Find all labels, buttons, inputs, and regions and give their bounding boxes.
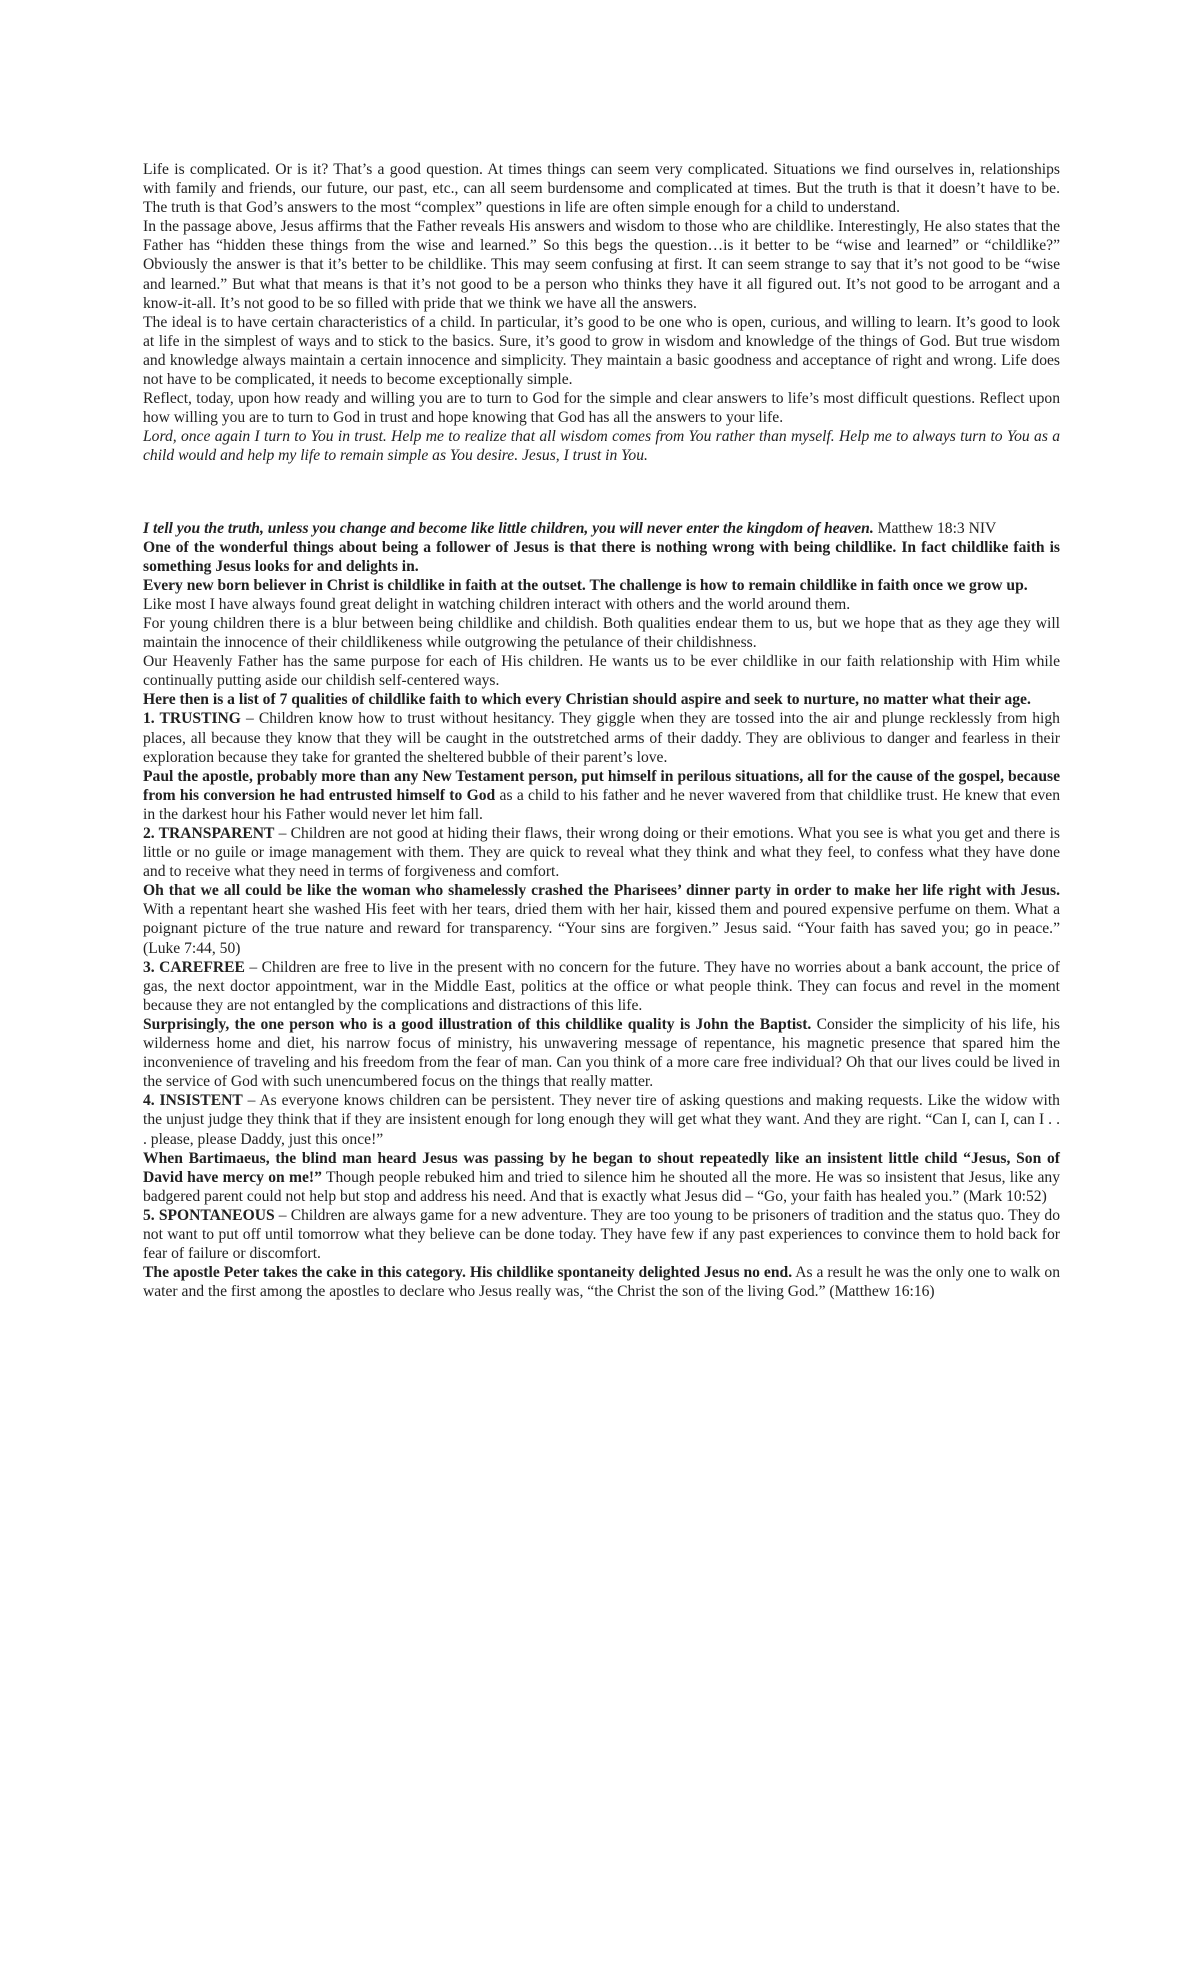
example-bold: When Bartimaeus, the blind man heard Jesus was passing by he began to shout repeatedly like an insistent little child “Jesus, Son of David have mercy on me!” — [143, 1149, 1060, 1186]
quality-description: – As everyone knows children can be persistent. They never tire of asking questions and making requests. Like the widow with the unjust judge they think that if they are insistent enough for long enough they will get what they want. And they are right. “Can I, can I, can I . . . please, please Daddy, just this once!” — [143, 1092, 1060, 1148]
intro-paragraph: Like most I have always found great delight in watching children interact with others and the world around them. — [143, 595, 851, 613]
example-bold: Surprisingly, the one person who is a good illustration of this childlike quality is John the Baptist. — [143, 1015, 812, 1033]
quality-heading: 1. TRUSTING — [143, 710, 241, 728]
example-text: Though people rebuked him and tried to silence him he shouted all the more. He was so insistent that Jesus, like any badgered parent could not help but stop and address his need. And that is exactly what Jesus did – “Go, your faith has healed you.” (Mark 10:52) — [143, 1168, 1060, 1205]
example-bold: Paul the apostle, probably more than any New Testament person, put himself in perilous situations, all for the cause of the gospel, because from his conversion he had entrusted himself to God — [143, 767, 1060, 804]
example-text: As a result he was the only one to walk on water and the first among the apostles to declare who Jesus really was, “the Christ the son of the living God.” (Matthew 16:16) — [143, 1264, 1061, 1301]
scripture-verse — [143, 519, 1060, 538]
quality-transparent — [143, 824, 1060, 881]
example-bold: Oh that we all could be like the woman who shamelessly crashed the Pharisees’ dinner party in order to make her life right with Jesus. — [143, 882, 1060, 900]
quality-carefree — [143, 958, 1060, 1015]
quality-heading: 5. SPONTANEOUS — [143, 1206, 275, 1224]
quality-description: – Children are always game for a new adventure. They are too young to be prisoners of tradition and the status quo. They do not want to put off until tomorrow what they believe can be done today. They have few if any past experiences to convince them to hold back for fear of failure or discomfort. — [143, 1206, 1060, 1263]
quality-example — [143, 767, 1060, 824]
quality-heading: 4. INSISTENT — [143, 1092, 243, 1110]
verse-text: I tell you the truth, unless you change and become like little children, you will never enter the kingdom of heaven. — [143, 519, 874, 537]
quality-trusting — [143, 709, 1060, 766]
quality-spontaneous — [143, 1206, 1060, 1263]
document-page — [143, 160, 1060, 1301]
verse-reference: Matthew 18:3 NIV — [873, 519, 997, 537]
devotional-paragraph: Life is complicated. Or is it? That’s a good question. At times things can seem very complicated. Situations we find ourselves in, relationships with family and friends, our future, our past, etc., can all seem burdensome and complicated at times. But the truth is that it doesn’t have to be. The truth is that God’s answers to the most “complex” questions in life are often simple enough for a child to understand. — [143, 161, 1060, 217]
list-introduction: Here then is a list of 7 qualities of childlike faith to which every Christian should aspire and seek to nurture, no matter what their age. — [143, 691, 1031, 709]
quality-example — [143, 1015, 1060, 1091]
example-text: as a child to his father and he never wavered from that childlike trust. He knew that even in the darkest hour his Father would never let him fall. — [143, 786, 1060, 823]
devotional-paragraph: Reflect, today, upon how ready and willing you are to turn to God for the simple and clear answers to life’s most difficult questions. Reflect upon how willing you are to turn to God in trust and hope knowing that God has all the answers to your life. — [143, 390, 1060, 427]
quality-description: – Children know how to trust without hesitancy. They giggle when they are tossed into the air and plunge recklessly from high places, all because they know that they will be caught in the outstretched arms of their daddy. They are oblivious to danger and fearless in their exploration because they take for granted the sheltered bubble of their parent’s love. — [143, 710, 1060, 766]
example-bold: The apostle Peter takes the cake in this category. His childlike spontaneity delighted Jesus no end. — [143, 1264, 793, 1282]
intro-bold-statement: Every new born believer in Christ is childlike in faith at the outset. The challenge is how to remain childlike in faith once we grow up. — [143, 576, 1028, 594]
devotional-paragraph: In the passage above, Jesus affirms that the Father reveals His answers and wisdom to those who are childlike. Interestingly, He also states that the Father has “hidden these things from the wise and learned.” So this begs the question…is it better to be “wise and learned” or “childlike?” Obviously the answer is that it’s better to be childlike. This may seem confusing at first. It can seem strange to say that it’s not good to be “wise and learned.” But what that means is that it’s not good to be a person who thinks they have it all figured out. It’s not good to be arrogant and a know-it-all. It’s not good to be so filled with pride that we think we have all the answers. — [143, 218, 1060, 312]
example-text: Consider the simplicity of his life, his wilderness home and diet, his narrow focus of ministry, his unwavering message of repentance, his magnetic presence that spared him the inconvenience of traveling and his freedom from the fear of man. Can you think of a more care free individual? Oh that our lives could be lived in the service of God with such unencumbered focus on the things that really matter. — [143, 1015, 1060, 1091]
example-text: With a repentant heart she washed His feet with her tears, dried them with her hair, kissed them and poured expensive perfume on them. What a poignant picture of the true nature and reward for transparency. “Your sins are forgiven.” Jesus said. “Your faith has saved you; go in peace.” (Luke 7:44, 50) — [143, 901, 1060, 957]
devotional-paragraph: The ideal is to have certain characteristics of a child. In particular, it’s good to be one who is open, curious, and willing to learn. It’s good to look at life in the simplest of ways and to stick to the basics. Sure, it’s good to grow in wisdom and knowledge of the things of God. But true wisdom and knowledge always maintain a certain innocence and simplicity. They maintain a basic goodness and acceptance of right and wrong. Life does not have to be complicated, it needs to become exceptionally simple. — [143, 313, 1060, 389]
quality-example — [143, 1263, 1060, 1301]
closing-prayer: Lord, once again I turn to You in trust. Help me to realize that all wisdom comes from You rather than myself. Help me to always turn to You as a child would and help my life to remain simple as You desire. Jesus, I trust in You. — [143, 428, 1060, 465]
quality-insistent — [143, 1091, 1060, 1148]
quality-example — [143, 881, 1060, 957]
intro-bold-statement: One of the wonderful things about being a follower of Jesus is that there is nothing wrong with being childlike. In fact childlike faith is something Jesus looks for and delights in. — [143, 538, 1060, 575]
quality-heading: 3. CAREFREE — [143, 958, 245, 976]
quality-example — [143, 1149, 1060, 1206]
intro-paragraph: For young children there is a blur between being childlike and childish. Both qualities endear them to us, but we hope that as they age they will maintain the innocence of their childlikeness while outgrowing the petulance of their childishness. — [143, 614, 1060, 652]
intro-paragraph: Our Heavenly Father has the same purpose for each of His children. He wants us to be ever childlike in our faith relationship with Him while continually putting aside our childish self-centered ways. — [143, 653, 1060, 690]
quality-description: – Children are not good at hiding their flaws, their wrong doing or their emotions. What you see is what you get and there is little or no guile or image management with them. They are quick to reveal what they think and what they feel, to confess what they have done and to receive what they need in terms of forgiveness and comfort. — [143, 825, 1061, 881]
quality-description: – Children are free to live in the present with no concern for the future. They have no worries about a bank account, the price of gas, the next doctor appointment, war in the Middle East, politics at the office or what people think. They can focus and revel in the moment because they are not entangled by the complications and distractions of this life. — [143, 958, 1060, 1014]
section-gap — [143, 466, 1060, 519]
quality-heading: 2. TRANSPARENT — [143, 825, 275, 842]
